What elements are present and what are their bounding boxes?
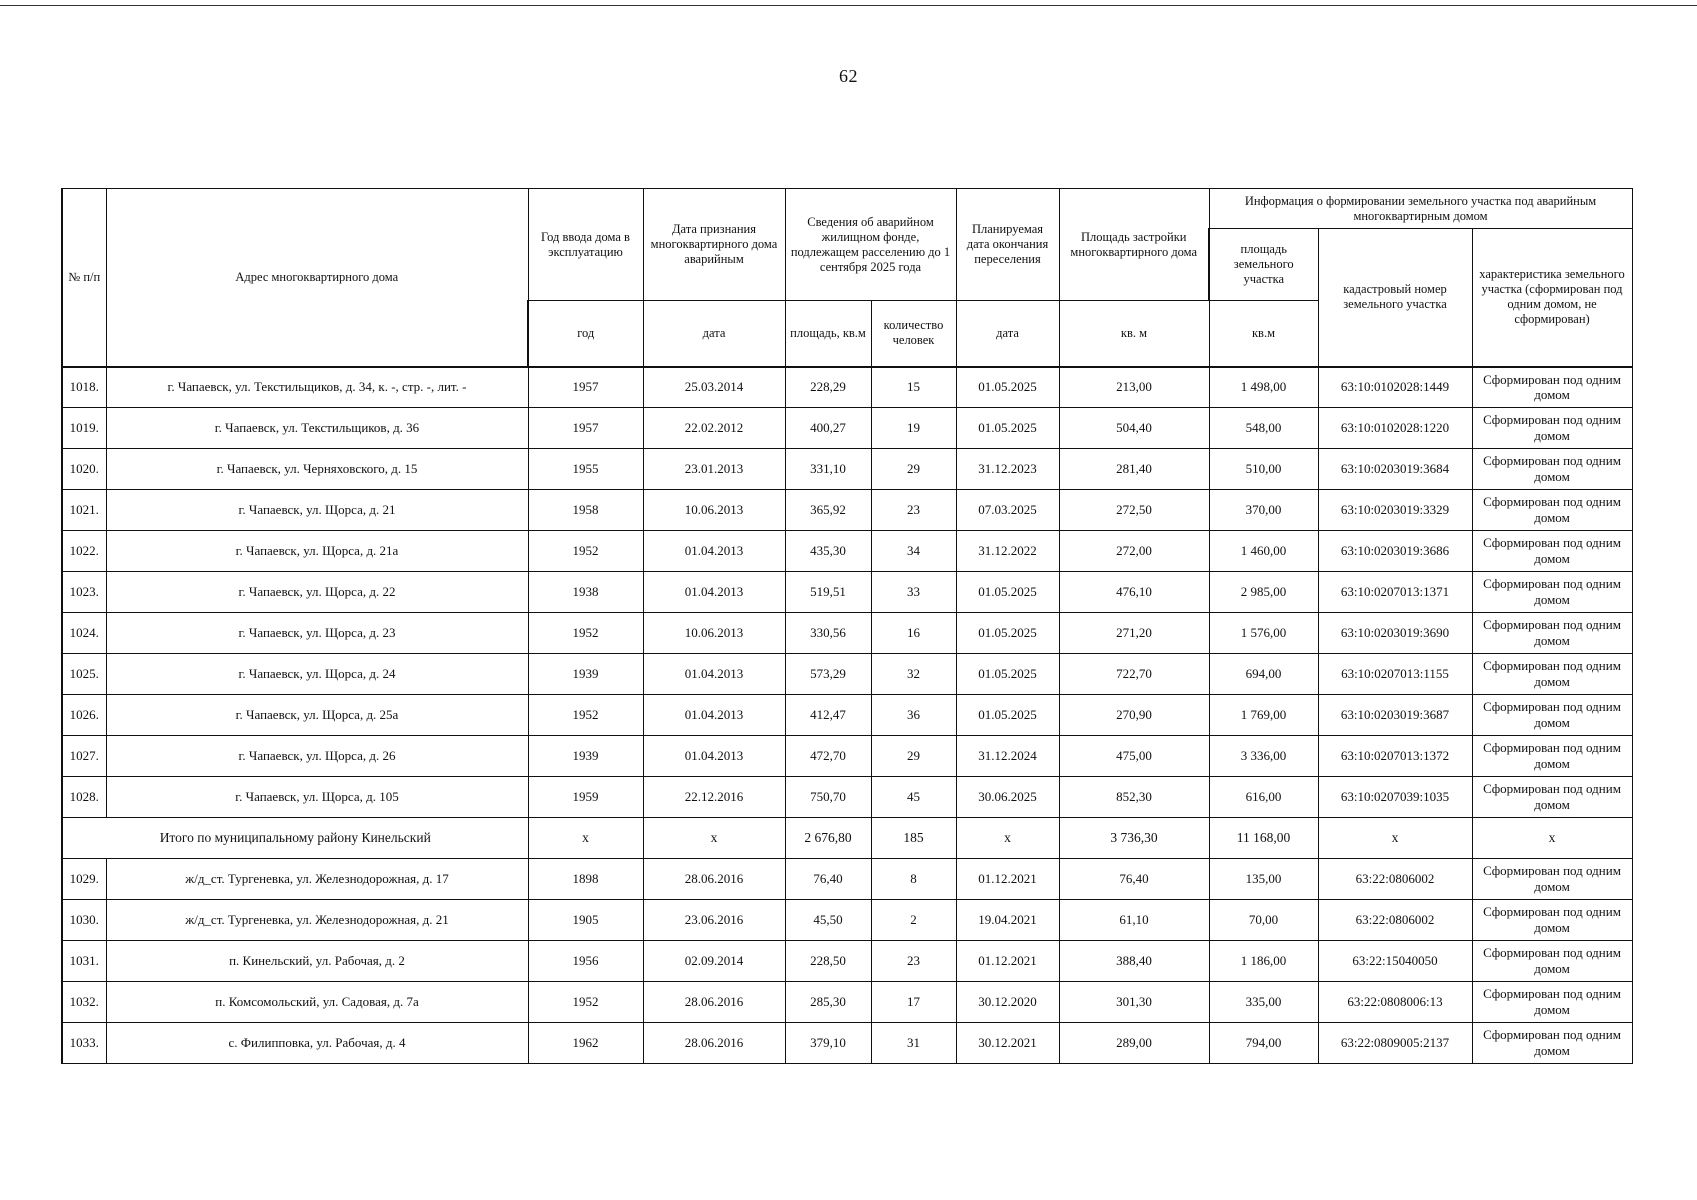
total-row (62, 818, 1632, 859)
row-cadastral: 63:22:0809005:2137 (1318, 1023, 1472, 1064)
unit-building-area: кв. м (1059, 301, 1209, 367)
row-date: 01.04.2013 (643, 736, 785, 777)
row-area: 228,50 (785, 941, 871, 982)
header-num: № п/п (62, 189, 106, 367)
row-number: 1032. (62, 982, 106, 1023)
row-building-area: 289,00 (1059, 1023, 1209, 1064)
table-row (62, 449, 1632, 490)
row-date: 10.06.2013 (643, 613, 785, 654)
row-cadastral: 63:10:0203019:3329 (1318, 490, 1472, 531)
header-emergency-fund: Сведения об аварийном жилищном фонде, подлежащем расселению до 1 сентября 2025 года (785, 189, 956, 301)
row-people: 23 (871, 941, 956, 982)
row-land-char: Сформирован под одним домом (1472, 531, 1632, 572)
row-year: 1939 (528, 736, 643, 777)
unit-land-area: кв.м (1209, 301, 1318, 367)
row-address: п. Кинельский, ул. Рабочая, д. 2 (106, 941, 528, 982)
row-people: 23 (871, 490, 956, 531)
row-land-area: 335,00 (1209, 982, 1318, 1023)
row-area: 472,70 (785, 736, 871, 777)
table-body (62, 367, 1632, 1064)
row-land-char: Сформирован под одним домом (1472, 449, 1632, 490)
row-building-area: 476,10 (1059, 572, 1209, 613)
table-row (62, 572, 1632, 613)
row-date: 28.06.2016 (643, 982, 785, 1023)
row-people: 8 (871, 859, 956, 900)
table-row (62, 736, 1632, 777)
row-building-area: 504,40 (1059, 408, 1209, 449)
row-building-area: 76,40 (1059, 859, 1209, 900)
row-date: 23.06.2016 (643, 900, 785, 941)
row-land-area: 548,00 (1209, 408, 1318, 449)
row-address: г. Чапаевск, ул. Щорса, д. 21 (106, 490, 528, 531)
row-cadastral: 63:10:0203019:3686 (1318, 531, 1472, 572)
row-planned-date: 07.03.2025 (956, 490, 1059, 531)
row-date: 23.01.2013 (643, 449, 785, 490)
row-land-area: 510,00 (1209, 449, 1318, 490)
row-cadastral: 63:22:15040050 (1318, 941, 1472, 982)
row-planned-date: 30.12.2021 (956, 1023, 1059, 1064)
row-number: 1019. (62, 408, 106, 449)
row-people: 34 (871, 531, 956, 572)
row-number: 1029. (62, 859, 106, 900)
table-row (62, 654, 1632, 695)
row-people: 2 (871, 900, 956, 941)
header-address: Адрес многоквартирного дома (106, 189, 528, 367)
row-date: 22.02.2012 (643, 408, 785, 449)
row-number: 1033. (62, 1023, 106, 1064)
row-land-char: Сформирован под одним домом (1472, 695, 1632, 736)
row-year: 1952 (528, 531, 643, 572)
row-address: ж/д_ст. Тургеневка, ул. Железнодорожная, д. 21 (106, 900, 528, 941)
row-number: 1022. (62, 531, 106, 572)
row-land-area: 135,00 (1209, 859, 1318, 900)
unit-date: дата (643, 301, 785, 367)
row-year: 1958 (528, 490, 643, 531)
row-address: г. Чапаевск, ул. Щорса, д. 105 (106, 777, 528, 818)
row-year: 1957 (528, 367, 643, 408)
table-row (62, 695, 1632, 736)
row-date: 01.04.2013 (643, 572, 785, 613)
row-building-area: 301,30 (1059, 982, 1209, 1023)
table-row (62, 859, 1632, 900)
header-date-recognized: Дата признания многоквартирного дома аварийным (643, 189, 785, 301)
row-land-area: 1 498,00 (1209, 367, 1318, 408)
row-area: 379,10 (785, 1023, 871, 1064)
row-date: 01.04.2013 (643, 654, 785, 695)
row-year: 1962 (528, 1023, 643, 1064)
row-planned-date: 01.12.2021 (956, 941, 1059, 982)
row-building-area: 475,00 (1059, 736, 1209, 777)
total-land-area: 11 168,00 (1209, 818, 1318, 859)
row-land-char: Сформирован под одним домом (1472, 736, 1632, 777)
row-year: 1905 (528, 900, 643, 941)
row-planned-date: 01.05.2025 (956, 695, 1059, 736)
row-land-char: Сформирован под одним домом (1472, 408, 1632, 449)
row-building-area: 213,00 (1059, 367, 1209, 408)
row-land-char: Сформирован под одним домом (1472, 654, 1632, 695)
row-land-char: Сформирован под одним домом (1472, 900, 1632, 941)
row-year: 1957 (528, 408, 643, 449)
total-date: x (643, 818, 785, 859)
row-number: 1024. (62, 613, 106, 654)
row-cadastral: 63:10:0203019:3690 (1318, 613, 1472, 654)
row-people: 36 (871, 695, 956, 736)
row-building-area: 272,00 (1059, 531, 1209, 572)
row-building-area: 271,20 (1059, 613, 1209, 654)
registry-table (61, 188, 1633, 1064)
row-cadastral: 63:10:0207013:1155 (1318, 654, 1472, 695)
row-people: 33 (871, 572, 956, 613)
row-area: 285,30 (785, 982, 871, 1023)
row-date: 25.03.2014 (643, 367, 785, 408)
row-cadastral: 63:10:0207013:1371 (1318, 572, 1472, 613)
row-land-area: 794,00 (1209, 1023, 1318, 1064)
row-people: 45 (871, 777, 956, 818)
row-year: 1956 (528, 941, 643, 982)
row-land-char: Сформирован под одним домом (1472, 859, 1632, 900)
row-people: 29 (871, 736, 956, 777)
row-building-area: 852,30 (1059, 777, 1209, 818)
table-row (62, 777, 1632, 818)
header-land-info: Информация о формировании земельного участка под аварийным многоквартирным домом (1209, 189, 1632, 229)
row-date: 02.09.2014 (643, 941, 785, 982)
row-area: 400,27 (785, 408, 871, 449)
total-cadastral: x (1318, 818, 1472, 859)
row-year: 1898 (528, 859, 643, 900)
row-planned-date: 31.12.2022 (956, 531, 1059, 572)
row-address: ж/д_ст. Тургеневка, ул. Железнодорожная, д. 17 (106, 859, 528, 900)
row-address: г. Чапаевск, ул. Щорса, д. 21а (106, 531, 528, 572)
row-land-area: 694,00 (1209, 654, 1318, 695)
row-address: г. Чапаевск, ул. Щорса, д. 24 (106, 654, 528, 695)
unit-planned-date: дата (956, 301, 1059, 367)
row-people: 17 (871, 982, 956, 1023)
row-building-area: 722,70 (1059, 654, 1209, 695)
row-number: 1030. (62, 900, 106, 941)
row-land-area: 2 985,00 (1209, 572, 1318, 613)
row-people: 31 (871, 1023, 956, 1064)
total-build-area: 3 736,30 (1059, 818, 1209, 859)
row-cadastral: 63:22:0808006:13 (1318, 982, 1472, 1023)
row-people: 29 (871, 449, 956, 490)
header-building-area: Площадь застройки многоквартирного дома (1059, 189, 1209, 301)
top-rule (0, 5, 1697, 6)
table-row (62, 613, 1632, 654)
row-number: 1025. (62, 654, 106, 695)
row-address: с. Филипповка, ул. Рабочая, д. 4 (106, 1023, 528, 1064)
row-building-area: 61,10 (1059, 900, 1209, 941)
row-cadastral: 63:10:0102028:1449 (1318, 367, 1472, 408)
row-land-char: Сформирован под одним домом (1472, 367, 1632, 408)
row-land-area: 1 186,00 (1209, 941, 1318, 982)
row-land-area: 70,00 (1209, 900, 1318, 941)
header-land-char: характеристика земельного участка (сформирован под одним домом, не сформирован) (1472, 229, 1632, 367)
row-number: 1020. (62, 449, 106, 490)
row-land-area: 1 769,00 (1209, 695, 1318, 736)
row-year: 1938 (528, 572, 643, 613)
row-address: г. Чапаевск, ул. Щорса, д. 25а (106, 695, 528, 736)
row-area: 573,29 (785, 654, 871, 695)
unit-people: количество человек (871, 301, 956, 367)
row-date: 28.06.2016 (643, 859, 785, 900)
row-building-area: 281,40 (1059, 449, 1209, 490)
row-area: 519,51 (785, 572, 871, 613)
table-row (62, 367, 1632, 408)
row-land-area: 3 336,00 (1209, 736, 1318, 777)
row-year: 1955 (528, 449, 643, 490)
row-area: 228,29 (785, 367, 871, 408)
row-planned-date: 01.12.2021 (956, 859, 1059, 900)
row-number: 1023. (62, 572, 106, 613)
table-header (62, 189, 1632, 367)
row-building-area: 388,40 (1059, 941, 1209, 982)
row-year: 1952 (528, 695, 643, 736)
row-land-char: Сформирован под одним домом (1472, 572, 1632, 613)
row-area: 45,50 (785, 900, 871, 941)
row-planned-date: 30.12.2020 (956, 982, 1059, 1023)
page-number: 62 (839, 66, 858, 86)
row-date: 01.04.2013 (643, 531, 785, 572)
row-land-char: Сформирован под одним домом (1472, 490, 1632, 531)
row-cadastral: 63:10:0207013:1372 (1318, 736, 1472, 777)
row-area: 750,70 (785, 777, 871, 818)
header-cadastral: кадастровый номер земельного участка (1318, 229, 1472, 367)
row-planned-date: 01.05.2025 (956, 367, 1059, 408)
row-planned-date: 19.04.2021 (956, 900, 1059, 941)
unit-area: площадь, кв.м (785, 301, 871, 367)
row-year: 1939 (528, 654, 643, 695)
table-row (62, 900, 1632, 941)
row-area: 330,56 (785, 613, 871, 654)
row-number: 1026. (62, 695, 106, 736)
row-cadastral: 63:10:0207039:1035 (1318, 777, 1472, 818)
row-number: 1028. (62, 777, 106, 818)
row-land-area: 1 576,00 (1209, 613, 1318, 654)
row-address: г. Чапаевск, ул. Черняховского, д. 15 (106, 449, 528, 490)
total-people: 185 (871, 818, 956, 859)
row-cadastral: 63:22:0806002 (1318, 900, 1472, 941)
row-area: 331,10 (785, 449, 871, 490)
row-people: 16 (871, 613, 956, 654)
row-area: 365,92 (785, 490, 871, 531)
row-address: г. Чапаевск, ул. Текстильщиков, д. 34, к. -, стр. -, лит. - (106, 367, 528, 408)
row-year: 1952 (528, 613, 643, 654)
row-cadastral: 63:22:0806002 (1318, 859, 1472, 900)
row-date: 22.12.2016 (643, 777, 785, 818)
row-land-area: 1 460,00 (1209, 531, 1318, 572)
row-area: 76,40 (785, 859, 871, 900)
row-address: г. Чапаевск, ул. Текстильщиков, д. 36 (106, 408, 528, 449)
row-cadastral: 63:10:0203019:3684 (1318, 449, 1472, 490)
row-area: 435,30 (785, 531, 871, 572)
row-land-area: 370,00 (1209, 490, 1318, 531)
row-planned-date: 31.12.2024 (956, 736, 1059, 777)
row-address: п. Комсомольский, ул. Садовая, д. 7а (106, 982, 528, 1023)
row-building-area: 270,90 (1059, 695, 1209, 736)
row-planned-date: 01.05.2025 (956, 408, 1059, 449)
row-land-char: Сформирован под одним домом (1472, 613, 1632, 654)
row-year: 1959 (528, 777, 643, 818)
registry-table-wrap (61, 188, 1631, 1064)
table-row (62, 982, 1632, 1023)
table-row (62, 408, 1632, 449)
header-year-commission: Год ввода дома в эксплуатацию (528, 189, 643, 301)
table-row (62, 531, 1632, 572)
table-row (62, 941, 1632, 982)
table-row (62, 490, 1632, 531)
row-planned-date: 01.05.2025 (956, 654, 1059, 695)
row-land-area: 616,00 (1209, 777, 1318, 818)
row-land-char: Сформирован под одним домом (1472, 777, 1632, 818)
total-year: x (528, 818, 643, 859)
total-char: x (1472, 818, 1632, 859)
total-area: 2 676,80 (785, 818, 871, 859)
row-address: г. Чапаевск, ул. Щорса, д. 22 (106, 572, 528, 613)
row-people: 32 (871, 654, 956, 695)
row-planned-date: 30.06.2025 (956, 777, 1059, 818)
row-number: 1021. (62, 490, 106, 531)
row-land-char: Сформирован под одним домом (1472, 982, 1632, 1023)
total-planned: x (956, 818, 1059, 859)
row-date: 01.04.2013 (643, 695, 785, 736)
row-people: 15 (871, 367, 956, 408)
row-cadastral: 63:10:0203019:3687 (1318, 695, 1472, 736)
header-land-area: площадь земельного участка (1209, 229, 1318, 301)
row-planned-date: 01.05.2025 (956, 613, 1059, 654)
row-address: г. Чапаевск, ул. Щорса, д. 23 (106, 613, 528, 654)
row-address: г. Чапаевск, ул. Щорса, д. 26 (106, 736, 528, 777)
row-planned-date: 01.05.2025 (956, 572, 1059, 613)
row-number: 1027. (62, 736, 106, 777)
row-number: 1018. (62, 367, 106, 408)
row-cadastral: 63:10:0102028:1220 (1318, 408, 1472, 449)
row-area: 412,47 (785, 695, 871, 736)
row-date: 10.06.2013 (643, 490, 785, 531)
row-people: 19 (871, 408, 956, 449)
row-number: 1031. (62, 941, 106, 982)
table-row (62, 1023, 1632, 1064)
row-land-char: Сформирован под одним домом (1472, 1023, 1632, 1064)
row-land-char: Сформирован под одним домом (1472, 941, 1632, 982)
row-year: 1952 (528, 982, 643, 1023)
total-label: Итого по муниципальному району Кинельский (62, 818, 528, 859)
row-planned-date: 31.12.2023 (956, 449, 1059, 490)
unit-year: год (528, 301, 643, 367)
header-planned-date: Планируемая дата окончания переселения (956, 189, 1059, 301)
row-date: 28.06.2016 (643, 1023, 785, 1064)
row-building-area: 272,50 (1059, 490, 1209, 531)
